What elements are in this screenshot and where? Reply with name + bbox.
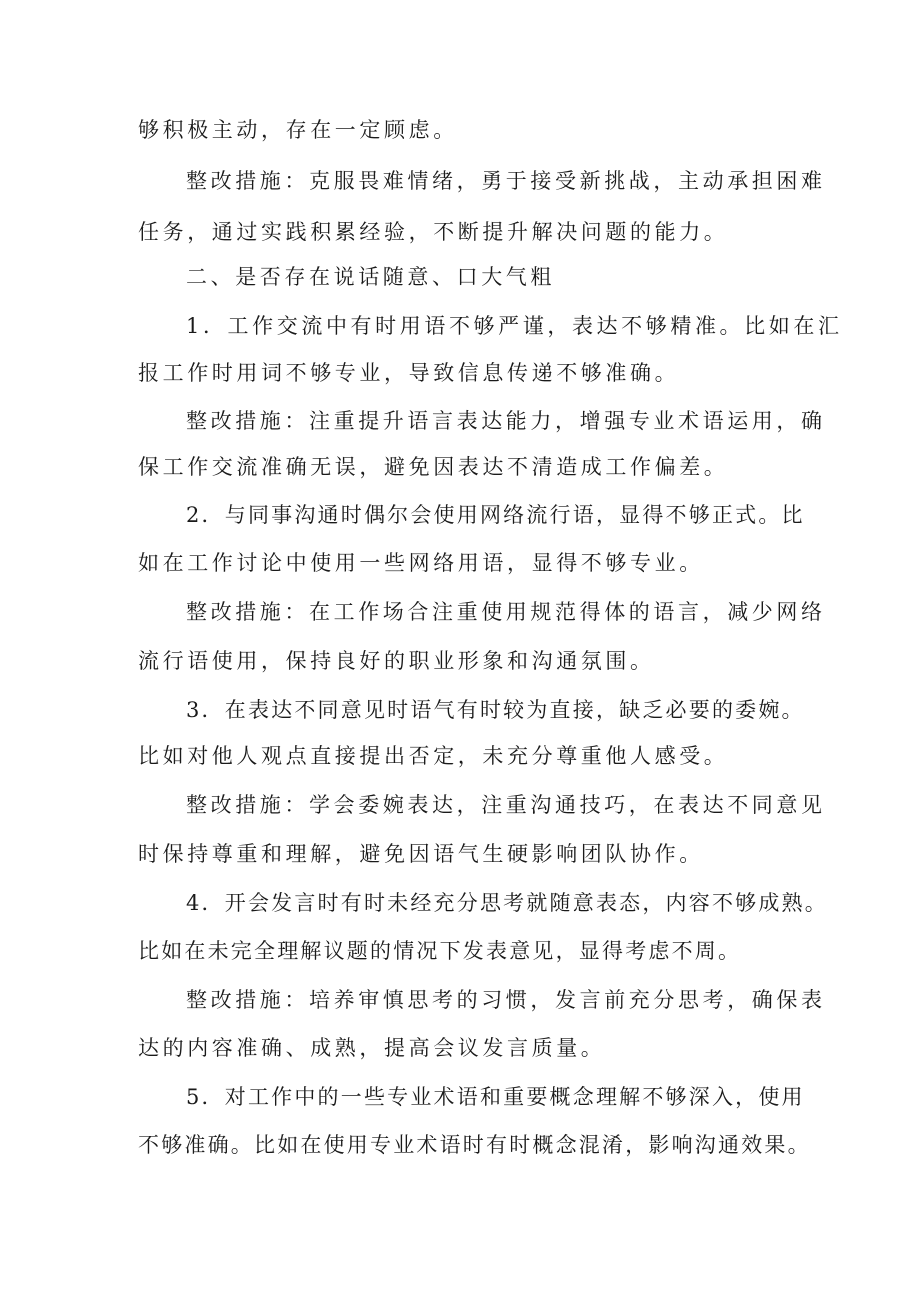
text-line: 如在工作讨论中使用一些网络用语，显得不够专业。 bbox=[138, 551, 704, 575]
item-2-line: 2．与同事沟通时偶尔会使用网络流行语，显得不够正式。比 bbox=[186, 503, 805, 527]
text-line: 时保持尊重和理解，避免因语气生硬影响团队协作。 bbox=[138, 842, 704, 866]
text-line: 任务，通过实践积累经验，不断提升解决问题的能力。 bbox=[138, 220, 729, 244]
rectification-measure-line: 整改措施：培养审慎思考的习惯，发言前充分思考，确保表 bbox=[186, 988, 826, 1012]
rectification-measure-line: 整改措施：克服畏难情绪，勇于接受新挑战，主动承担困难 bbox=[186, 169, 826, 193]
text-line: 比如对他人观点直接提出否定，未充分尊重他人感受。 bbox=[138, 744, 729, 768]
rectification-measure-line: 整改措施：注重提升语言表达能力，增强专业术语运用，确 bbox=[186, 409, 826, 433]
rectification-measure-line: 整改措施：学会委婉表达，注重沟通技巧，在表达不同意见 bbox=[186, 793, 826, 817]
text-line-continuation: 够积极主动，存在一定顾虑。 bbox=[138, 118, 458, 142]
item-3-line: 3．在表达不同意见时语气有时较为直接，缺乏必要的委婉。 bbox=[186, 698, 805, 722]
item-1-line: 1．工作交流中有时用语不够严谨，表达不够精准。比如在汇 bbox=[186, 314, 843, 338]
text-line: 比如在未完全理解议题的情况下发表意见，显得考虑不周。 bbox=[138, 939, 742, 963]
section-heading: 二、是否存在说话随意、口大气粗 bbox=[186, 265, 555, 289]
text-line: 保工作交流准确无误，避免因表达不清造成工作偏差。 bbox=[138, 455, 729, 479]
text-line: 达的内容准确、成熟，提高会议发言质量。 bbox=[138, 1036, 606, 1060]
text-line: 报工作时用词不够专业，导致信息传递不够准确。 bbox=[138, 361, 680, 385]
text-line: 流行语使用，保持良好的职业形象和沟通氛围。 bbox=[138, 649, 655, 673]
text-line: 不够准确。比如在使用专业术语时有时概念混淆，影响沟通效果。 bbox=[138, 1133, 811, 1157]
item-4-line: 4．开会发言时有时未经充分思考就随意表态，内容不够成熟。 bbox=[186, 891, 828, 915]
rectification-measure-line: 整改措施：在工作场合注重使用规范得体的语言，减少网络 bbox=[186, 600, 826, 624]
item-5-line: 5．对工作中的一些专业术语和重要概念理解不够深入，使用 bbox=[186, 1085, 805, 1109]
